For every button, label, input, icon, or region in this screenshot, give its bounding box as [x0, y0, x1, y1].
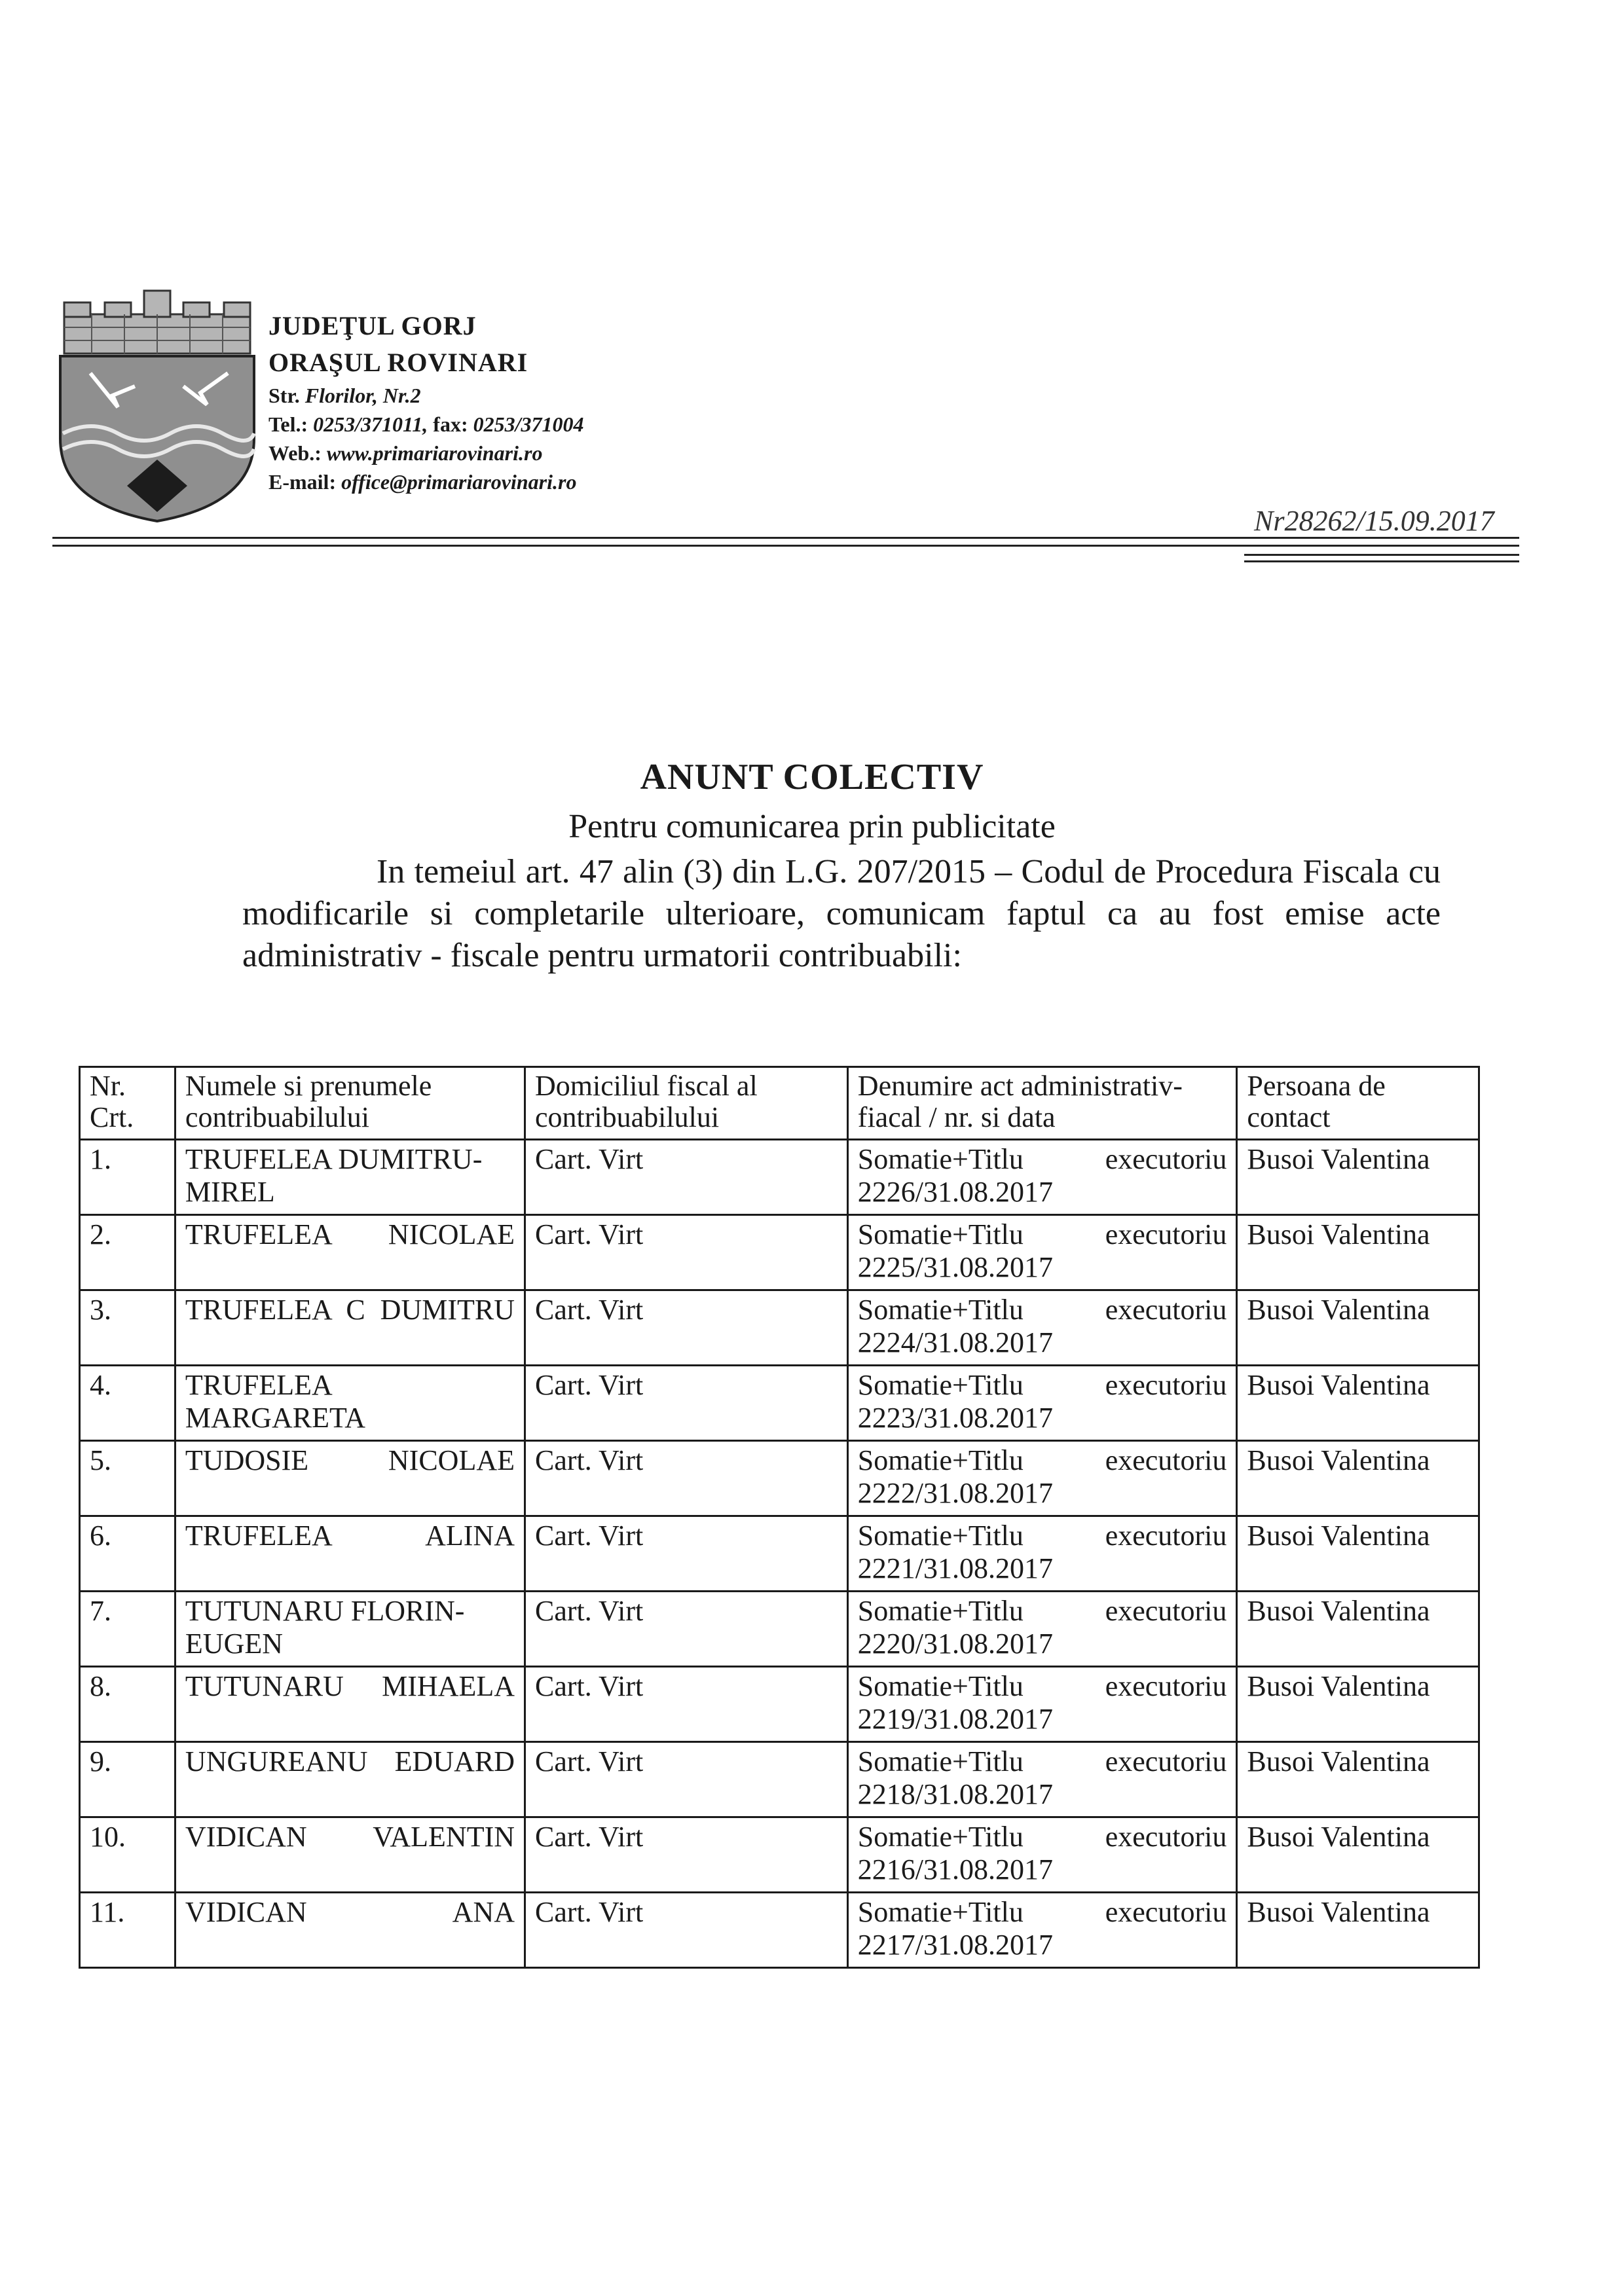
row-number: 5.	[80, 1441, 175, 1516]
act-reference: 2224/31.08.2017	[857, 1326, 1054, 1358]
administrative-act	[847, 1516, 1237, 1592]
row-number: 4.	[80, 1366, 175, 1441]
taxpayer-name: TUDOSIE NICOLAE	[175, 1441, 525, 1516]
row-number: 3.	[80, 1290, 175, 1366]
act-kind: executoriu	[1105, 1294, 1227, 1326]
contributors-table	[79, 1066, 1480, 1969]
administrative-act	[847, 1290, 1237, 1366]
row-number: 6.	[80, 1516, 175, 1592]
act-kind: executoriu	[1105, 1821, 1227, 1853]
header-contact: Persoana de contact	[1237, 1067, 1479, 1140]
web-label: Web.:	[268, 441, 322, 465]
act-reference: 2223/31.08.2017	[857, 1402, 1054, 1434]
act-reference: 2220/31.08.2017	[857, 1628, 1054, 1660]
act-reference: 2225/31.08.2017	[857, 1251, 1054, 1283]
act-kind: executoriu	[1105, 1444, 1227, 1476]
row-number: 8.	[80, 1667, 175, 1742]
act-type: Somatie+Titlu	[857, 1218, 1024, 1250]
taxpayer-name: TRUFELEA ALINA	[175, 1516, 525, 1592]
taxpayer-name: TRUFELEA DUMITRU-MIREL	[175, 1140, 525, 1215]
act-type-line	[858, 1218, 1227, 1251]
administrative-act	[847, 1215, 1237, 1290]
web-link[interactable]: www.primariarovinari.ro	[326, 441, 543, 465]
act-type: Somatie+Titlu	[857, 1896, 1024, 1928]
fiscal-domicile: Cart. Virt	[525, 1290, 848, 1366]
header-divider-2	[52, 545, 1519, 547]
taxpayer-name: VIDICAN ANA	[175, 1893, 525, 1968]
table-row	[80, 1742, 1479, 1817]
act-type: Somatie+Titlu	[857, 1670, 1024, 1702]
county-name: JUDEŢUL GORJ	[268, 311, 477, 340]
table-row	[80, 1140, 1479, 1215]
tel-label: Tel.:	[268, 412, 308, 436]
act-reference: 2222/31.08.2017	[857, 1477, 1054, 1509]
act-reference: 2216/31.08.2017	[857, 1853, 1054, 1886]
row-number: 10.	[80, 1817, 175, 1893]
act-type: Somatie+Titlu	[857, 1520, 1024, 1552]
administrative-act	[847, 1742, 1237, 1817]
act-type: Somatie+Titlu	[857, 1143, 1024, 1175]
address-label: Str.	[268, 384, 300, 407]
institution-header	[268, 308, 583, 496]
table-row	[80, 1516, 1479, 1592]
email-line	[268, 467, 583, 496]
row-number: 7.	[80, 1592, 175, 1667]
act-type-line	[858, 1143, 1227, 1176]
reference-number: Nr28262/15.09.2017	[1254, 505, 1494, 537]
act-reference: 2218/31.08.2017	[857, 1778, 1054, 1810]
act-type-line	[858, 1520, 1227, 1552]
taxpayer-name: TRUFELEA NICOLAE	[175, 1215, 525, 1290]
fiscal-domicile: Cart. Virt	[525, 1817, 848, 1893]
address-line	[268, 381, 583, 410]
act-type-line	[858, 1369, 1227, 1402]
act-type-line	[858, 1896, 1227, 1929]
act-kind: executoriu	[1105, 1670, 1227, 1702]
administrative-act	[847, 1667, 1237, 1742]
act-kind: executoriu	[1105, 1369, 1227, 1401]
contact-person: Busoi Valentina	[1237, 1592, 1479, 1667]
act-kind: executoriu	[1105, 1143, 1227, 1175]
act-kind: executoriu	[1105, 1218, 1227, 1250]
header-divider	[52, 537, 1519, 539]
legal-basis-paragraph	[242, 851, 1441, 977]
fiscal-domicile: Cart. Virt	[525, 1516, 848, 1592]
document-title: ANUNT COLECTIV	[640, 757, 984, 797]
table-row	[80, 1667, 1479, 1742]
legal-basis-text: In temeiul art. 47 alin (3) din L.G. 207/2015 – Codul de Procedura Fiscala cu modificarile si completarile ulterioare, comunicam faptul ca au fost emise acte administrativ - fiscale pentru urmatorii contribuabili:	[242, 853, 1441, 974]
row-number: 1.	[80, 1140, 175, 1215]
fiscal-domicile: Cart. Virt	[525, 1592, 848, 1667]
administrative-act	[847, 1441, 1237, 1516]
taxpayer-name: TUTUNARU FLORIN-EUGEN	[175, 1592, 525, 1667]
header-nr: Nr. Crt.	[80, 1067, 175, 1140]
fiscal-domicile: Cart. Virt	[525, 1140, 848, 1215]
tel-value: 0253/371011,	[313, 412, 428, 436]
contact-person: Busoi Valentina	[1237, 1215, 1479, 1290]
address-value: Florilor, Nr.2	[304, 384, 421, 407]
act-type-line	[858, 1745, 1227, 1778]
table-header-row	[80, 1067, 1479, 1140]
administrative-act	[847, 1817, 1237, 1893]
coat-of-arms-emblem	[52, 288, 262, 524]
contact-person: Busoi Valentina	[1237, 1667, 1479, 1742]
header-divider-4	[1244, 560, 1519, 562]
administrative-act	[847, 1366, 1237, 1441]
web-line	[268, 439, 583, 467]
administrative-act	[847, 1592, 1237, 1667]
row-number: 9.	[80, 1742, 175, 1817]
table-row	[80, 1290, 1479, 1366]
act-kind: executoriu	[1105, 1896, 1227, 1928]
taxpayer-name: TRUFELEA MARGARETA	[175, 1366, 525, 1441]
act-type: Somatie+Titlu	[857, 1444, 1024, 1476]
header-name: Numele si prenumele contribuabilului	[175, 1067, 525, 1140]
act-type-line	[858, 1595, 1227, 1628]
table-row	[80, 1215, 1479, 1290]
act-reference: 2219/31.08.2017	[857, 1703, 1054, 1735]
taxpayer-name: TUTUNARU MIHAELA	[175, 1667, 525, 1742]
act-kind: executoriu	[1105, 1745, 1227, 1777]
act-type-line	[858, 1670, 1227, 1703]
contact-person: Busoi Valentina	[1237, 1290, 1479, 1366]
document-subtitle: Pentru comunicarea prin publicitate	[568, 808, 1056, 845]
fiscal-domicile: Cart. Virt	[525, 1366, 848, 1441]
fiscal-domicile: Cart. Virt	[525, 1441, 848, 1516]
table-row	[80, 1893, 1479, 1968]
act-reference: 2217/31.08.2017	[857, 1929, 1054, 1961]
town-name: ORAŞUL ROVINARI	[268, 348, 528, 377]
administrative-act	[847, 1893, 1237, 1968]
table-row	[80, 1366, 1479, 1441]
administrative-act	[847, 1140, 1237, 1215]
header-act: Denumire act administrativ-fiacal / nr. si data	[847, 1067, 1237, 1140]
header-domicile: Domiciliul fiscal al contribuabilului	[525, 1067, 848, 1140]
contact-person: Busoi Valentina	[1237, 1516, 1479, 1592]
act-kind: executoriu	[1105, 1595, 1227, 1627]
phone-line	[268, 410, 583, 439]
act-type: Somatie+Titlu	[857, 1294, 1024, 1326]
act-type-line	[858, 1294, 1227, 1326]
table-row	[80, 1592, 1479, 1667]
email-label: E-mail:	[268, 470, 337, 494]
email-link[interactable]: office@primariarovinari.ro	[341, 470, 577, 494]
act-reference: 2221/31.08.2017	[857, 1552, 1054, 1584]
row-number: 11.	[80, 1893, 175, 1968]
fiscal-domicile: Cart. Virt	[525, 1667, 848, 1742]
fiscal-domicile: Cart. Virt	[525, 1893, 848, 1968]
act-type: Somatie+Titlu	[857, 1595, 1024, 1627]
act-type-line	[858, 1444, 1227, 1477]
contact-person: Busoi Valentina	[1237, 1366, 1479, 1441]
act-type-line	[858, 1821, 1227, 1853]
taxpayer-name: VIDICAN VALENTIN	[175, 1817, 525, 1893]
header-divider-3	[1244, 554, 1519, 556]
act-type: Somatie+Titlu	[857, 1745, 1024, 1777]
table-row	[80, 1441, 1479, 1516]
crown-wall	[64, 291, 250, 354]
row-number: 2.	[80, 1215, 175, 1290]
contact-person: Busoi Valentina	[1237, 1817, 1479, 1893]
fax-label: fax:	[433, 412, 468, 436]
table-body	[80, 1140, 1479, 1968]
act-type: Somatie+Titlu	[857, 1821, 1024, 1853]
act-type: Somatie+Titlu	[857, 1369, 1024, 1401]
table-row	[80, 1817, 1479, 1893]
act-kind: executoriu	[1105, 1520, 1227, 1552]
contact-person: Busoi Valentina	[1237, 1742, 1479, 1817]
act-reference: 2226/31.08.2017	[857, 1176, 1054, 1208]
contact-person: Busoi Valentina	[1237, 1893, 1479, 1968]
contact-person: Busoi Valentina	[1237, 1140, 1479, 1215]
contact-person: Busoi Valentina	[1237, 1441, 1479, 1516]
taxpayer-name: UNGUREANU EDUARD	[175, 1742, 525, 1817]
fax-value: 0253/371004	[473, 412, 584, 436]
taxpayer-name: TRUFELEA C DUMITRU	[175, 1290, 525, 1366]
fiscal-domicile: Cart. Virt	[525, 1215, 848, 1290]
fiscal-domicile: Cart. Virt	[525, 1742, 848, 1817]
